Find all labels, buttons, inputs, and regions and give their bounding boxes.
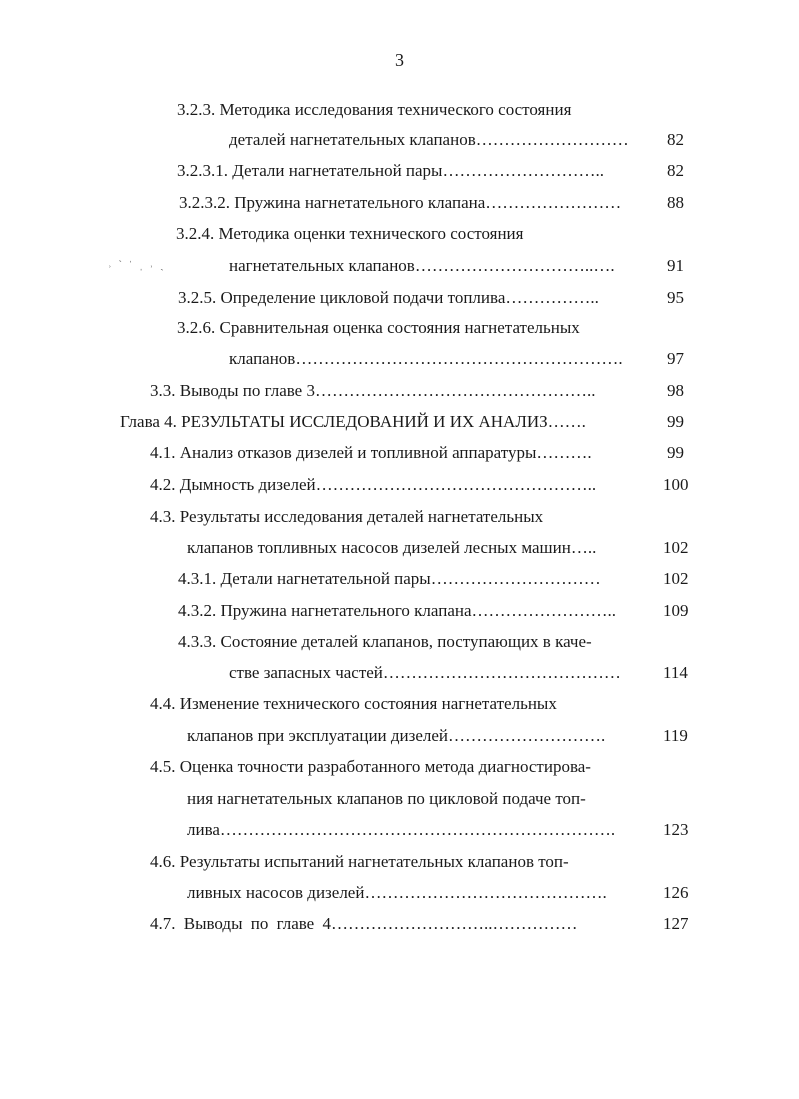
- toc-page-number: 114: [663, 663, 688, 682]
- toc-line: 4.3.2. Пружина нагнетательного клапана……………………..: [178, 601, 617, 620]
- toc-page-number: 102: [663, 569, 689, 588]
- toc-page-number: 109: [663, 601, 689, 620]
- toc-page-number: 95: [667, 288, 684, 307]
- toc-line: 4.4. Изменение технического состояния нагнетательных: [150, 694, 557, 713]
- toc-line: клапанов топливных насосов дизелей лесных машин…..: [187, 538, 597, 557]
- toc-page-number: 99: [667, 443, 684, 462]
- toc-page-number: 97: [667, 349, 684, 368]
- toc-page-number: 82: [667, 130, 684, 149]
- toc-line: 4.1. Анализ отказов дизелей и топливной аппаратуры……….: [150, 443, 592, 462]
- toc-line: 3.2.5. Определение цикловой подачи топлива……………..: [178, 288, 599, 307]
- toc-page-number: 88: [667, 193, 684, 212]
- toc-line: 4.6. Результаты испытаний нагнетательных клапанов топ-: [150, 852, 569, 871]
- toc-page-number: 126: [663, 883, 689, 902]
- toc-page-number: 119: [663, 726, 688, 745]
- toc-line: 4.3.3. Состояние деталей клапанов, поступающих в каче-: [178, 632, 592, 651]
- toc-line: 4.3.1. Детали нагнетательной пары…………………………: [178, 569, 601, 588]
- toc-line: 3.2.6. Сравнительная оценка состояния нагнетательных: [177, 318, 580, 337]
- toc-line: 4.2. Дымность дизелей…………………………………………..: [150, 475, 597, 494]
- toc-line: 3.2.3.1. Детали нагнетательной пары………………………..: [177, 161, 604, 180]
- toc-line: 4.3. Результаты исследования деталей нагнетательных: [150, 507, 544, 526]
- toc-line: ливных насосов дизелей…………………………………….: [187, 883, 607, 902]
- toc-line: нагнетательных клапанов…………………………..….: [229, 256, 615, 275]
- toc-line: 3.3. Выводы по главе 3…………………………………………..: [150, 381, 596, 400]
- toc-page-number: 127: [663, 914, 689, 933]
- scan-specks: ˒ ˋ ˈ ˌ ˒ ˎ: [108, 259, 166, 271]
- toc-line: 4.7. Выводы по главе 4………………………..……………: [150, 914, 578, 933]
- toc-line: лива…………………………………………………………….: [187, 820, 616, 839]
- toc-page-number: 82: [667, 161, 684, 180]
- toc-line: клапанов при эксплуатации дизелей……………………….: [187, 726, 606, 745]
- toc-line: 3.2.4. Методика оценки технического состояния: [176, 224, 524, 243]
- toc-line: стве запасных частей……………………………………: [229, 663, 621, 682]
- toc-line: 3.2.3. Методика исследования технического состояния: [177, 100, 572, 119]
- page-number: 3: [395, 50, 404, 70]
- toc-page-number: 91: [667, 256, 684, 275]
- toc-line: 4.5. Оценка точности разработанного метода диагностирова-: [150, 757, 591, 776]
- toc-page-number: 99: [667, 412, 684, 431]
- toc-line: 3.2.3.2. Пружина нагнетательного клапана……………………: [179, 193, 622, 212]
- toc-page-number: 100: [663, 475, 689, 494]
- toc-line: ния нагнетательных клапанов по цикловой подаче топ-: [187, 789, 586, 808]
- toc-chapter-line: Глава 4. РЕЗУЛЬТАТЫ ИССЛЕДОВАНИЙ И ИХ АНАЛИЗ…….: [120, 412, 586, 431]
- toc-page-number: 123: [663, 820, 689, 839]
- toc-line: клапанов………………………………………………….: [229, 349, 623, 368]
- toc-page-number: 102: [663, 538, 689, 557]
- toc-page-number: 98: [667, 381, 684, 400]
- toc-line: деталей нагнетательных клапанов………………………: [229, 130, 629, 149]
